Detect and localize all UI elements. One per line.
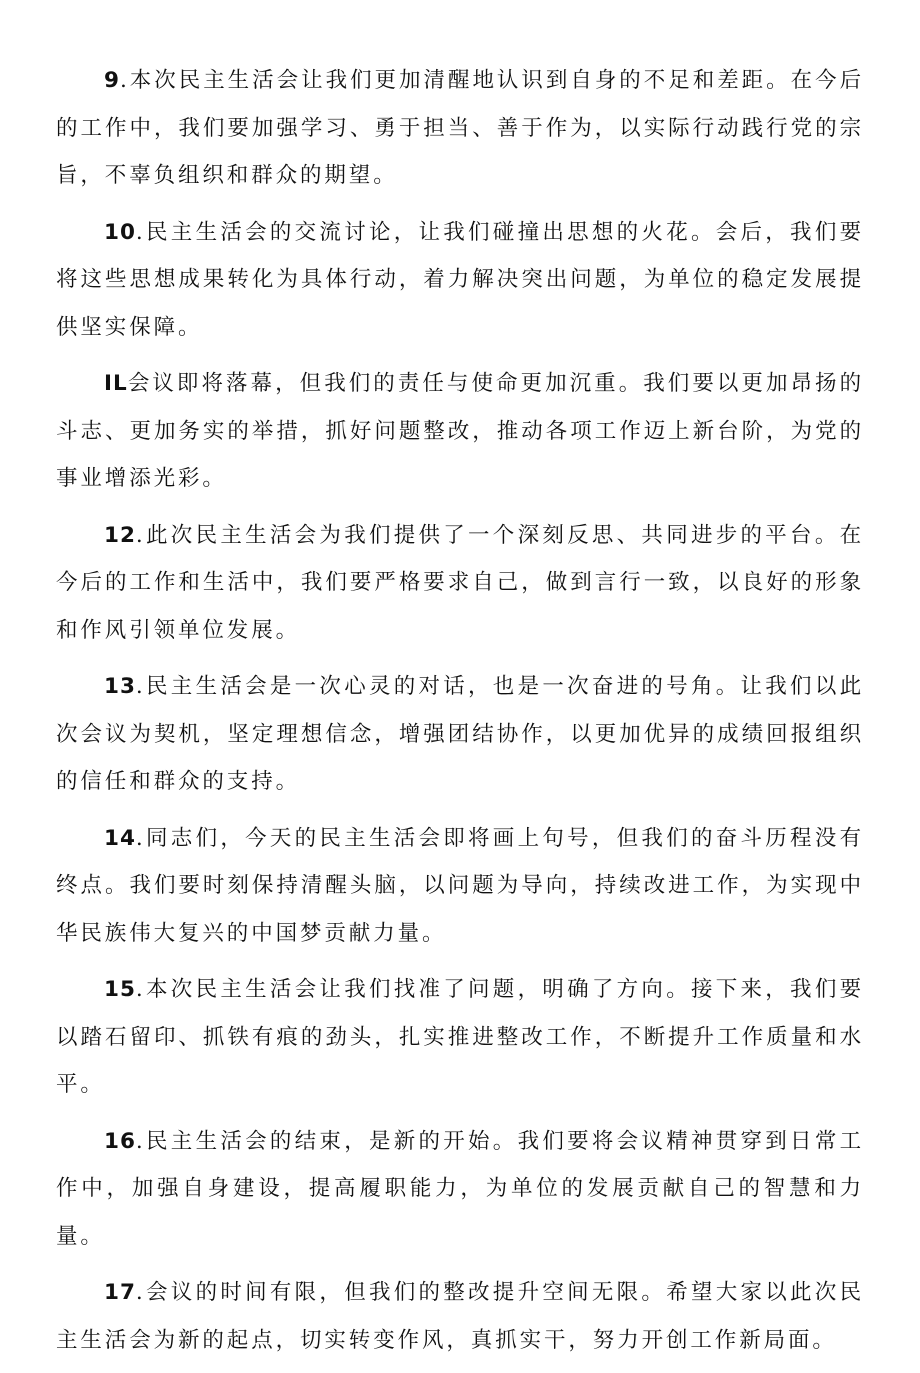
paragraph-text: .民主生活会是一次心灵的对话，也是一次奋进的号角。让我们以此次会议为契机，坚定理想信念，增强团结协作，以更加优异的成绩回报组织的信任和群众的支持。 xyxy=(56,674,864,794)
paragraph-12 xyxy=(56,512,864,655)
paragraph-number: 17 xyxy=(104,1280,136,1305)
paragraph-17 xyxy=(56,1269,864,1364)
paragraph-14 xyxy=(56,815,864,958)
paragraph-text: .同志们，今天的民主生活会即将画上句号，但我们的奋斗历程没有终点。我们要时刻保持清醒头脑，以问题为导向，持续改进工作，为实现中华民族伟大复兴的中国梦贡献力量。 xyxy=(56,825,864,946)
paragraph-number: 14 xyxy=(104,825,136,851)
paragraph-text: .民主生活会的结束，是新的开始。我们要将会议精神贯穿到日常工作中，加强自身建设，提高履职能力，为单位的发展贡献自己的智慧和力量。 xyxy=(56,1128,864,1249)
paragraph-11 xyxy=(56,360,864,503)
paragraph-number: 16 xyxy=(104,1128,136,1154)
paragraph-number: 10 xyxy=(104,219,136,245)
paragraph-16 xyxy=(56,1118,864,1261)
paragraph-number: 13 xyxy=(104,674,136,699)
paragraph-text: .本次民主生活会让我们找准了问题，明确了方向。接下来，我们要以踏石留印、抓铁有痕的劲头，扎实推进整改工作，不断提升工作质量和水平。 xyxy=(56,977,864,1097)
document-body xyxy=(56,57,864,1373)
paragraph-text: 会议即将落幕，但我们的责任与使命更加沉重。我们要以更加昂扬的斗志、更加务实的举措，抓好问题整改，推动各项工作迈上新台阶，为党的事业增添光彩。 xyxy=(56,371,864,491)
paragraph-text: .民主生活会的交流讨论，让我们碰撞出思想的火花。会后，我们要将这些思想成果转化为具体行动，着力解决突出问题，为单位的稳定发展提供坚实保障。 xyxy=(56,219,864,340)
paragraph-15 xyxy=(56,966,864,1109)
paragraph-text: .本次民主生活会让我们更加清醒地认识到自身的不足和差距。在今后的工作中，我们要加强学习、勇于担当、善于作为，以实际行动践行党的宗旨，不辜负组织和群众的期望。 xyxy=(56,68,864,188)
paragraph-10 xyxy=(56,209,864,352)
paragraph-13 xyxy=(56,663,864,806)
paragraph-number: 9 xyxy=(104,68,120,93)
paragraph-number: IL xyxy=(104,371,128,396)
paragraph-9 xyxy=(56,57,864,200)
paragraph-text: .会议的时间有限，但我们的整改提升空间无限。希望大家以此次民主生活会为新的起点，切实转变作风，真抓实干，努力开创工作新局面。 xyxy=(56,1280,864,1353)
paragraph-text: .此次民主生活会为我们提供了一个深刻反思、共同进步的平台。在今后的工作和生活中，我们要严格要求自己，做到言行一致，以良好的形象和作风引领单位发展。 xyxy=(56,522,864,643)
paragraph-number: 12 xyxy=(104,522,136,548)
paragraph-number: 15 xyxy=(104,977,136,1002)
